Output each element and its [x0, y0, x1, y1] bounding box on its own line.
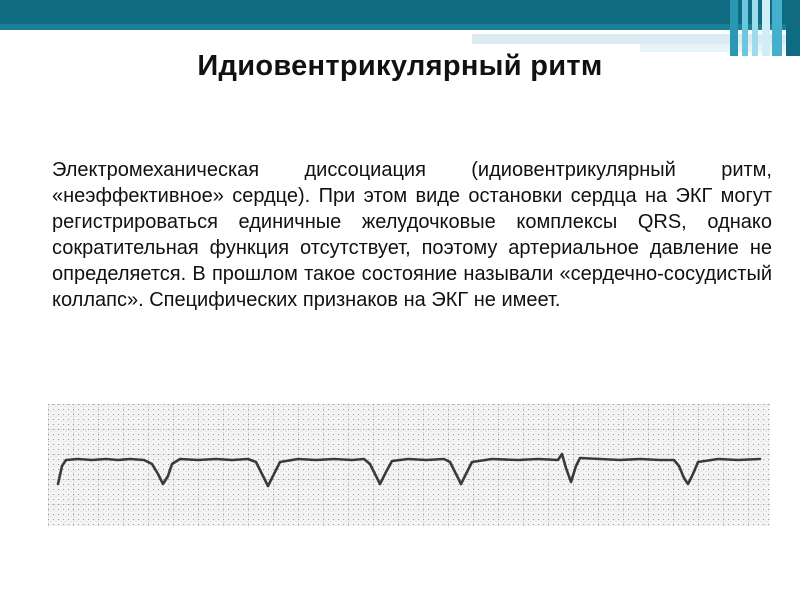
ecg-strip-image: [48, 404, 770, 526]
page-title: Идиовентрикулярный ритм: [197, 50, 603, 82]
body-paragraph: Электромеханическая диссоциация (идиовентрикулярный ритм, «неэффективное» сердце). При этом виде остановки сердца на ЭКГ могут регистрироваться единичные желудочковые комплексы QRS, однако сократительная функция отсутствует, поэтому артериальное давление не определяется. В прошлом такое состояние называли «сердечно-сосудистый коллапс». Специфических признаков на ЭКГ не имеет.: [52, 159, 772, 311]
